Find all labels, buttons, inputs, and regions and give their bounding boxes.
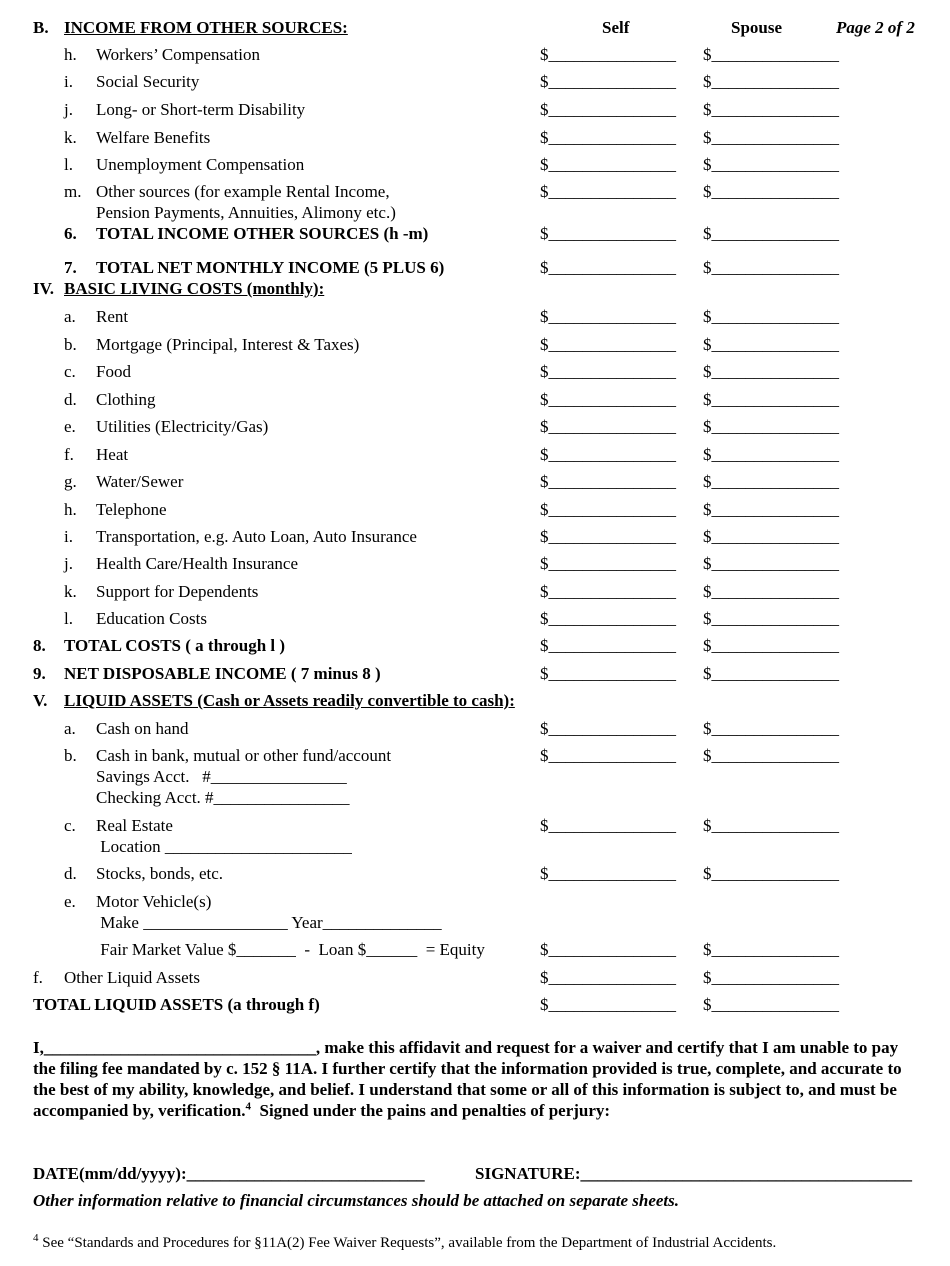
item-letter: j. xyxy=(64,554,73,573)
item-label-line2: Pension Payments, Annuities, Alimony etc.) xyxy=(96,203,396,222)
spouse-amount-field[interactable]: $_______________ xyxy=(703,100,839,119)
total-label: TOTAL COSTS ( a through l ) xyxy=(64,636,286,655)
item-letter: l. xyxy=(64,155,73,174)
total-label: TOTAL NET MONTHLY INCOME (5 PLUS 6) xyxy=(96,258,445,277)
spouse-amount-field[interactable]: $_______________ xyxy=(703,45,839,64)
cost-item-row xyxy=(0,608,950,629)
affidavit-text-end: Signed under the pains and penalties of perjury: xyxy=(250,1101,611,1120)
spouse-amount-field[interactable]: $_______________ xyxy=(703,155,839,174)
item-label: Cash on hand xyxy=(96,719,189,738)
section-iv-header xyxy=(0,278,950,299)
spouse-amount-field[interactable]: $_______________ xyxy=(703,182,839,201)
signature-field[interactable]: SIGNATURE:_______________________________________ xyxy=(475,1164,912,1183)
cost-item-row xyxy=(0,416,950,437)
cost-item-row xyxy=(0,389,950,410)
spouse-amount-field[interactable]: $_______________ xyxy=(703,335,839,354)
spouse-amount-field[interactable]: $_______________ xyxy=(703,307,839,326)
item-label: Workers’ Compensation xyxy=(96,45,261,64)
self-amount-field[interactable]: $_______________ xyxy=(540,100,676,119)
income-item-row xyxy=(0,127,950,148)
spouse-amount-field[interactable]: $_______________ xyxy=(703,609,839,628)
item-letter: f. xyxy=(64,445,74,464)
self-amount-field[interactable]: $_______________ xyxy=(540,609,676,628)
item-letter: h. xyxy=(64,45,77,64)
self-amount-field[interactable]: $_______________ xyxy=(540,664,676,683)
item-label: Rent xyxy=(96,307,129,326)
item-letter: d. xyxy=(64,864,77,883)
cost-item-row xyxy=(0,499,950,520)
spouse-amount-field[interactable]: $_______________ xyxy=(703,664,839,683)
self-amount-field[interactable]: $_______________ xyxy=(540,719,676,738)
total-label: NET DISPOSABLE INCOME ( 7 minus 8 ) xyxy=(64,664,381,683)
self-amount-field[interactable]: $_______________ xyxy=(540,746,676,765)
self-amount-field[interactable]: $_______________ xyxy=(540,864,676,883)
self-amount-field[interactable]: $_______________ xyxy=(540,995,676,1014)
self-amount-field[interactable]: $_______________ xyxy=(540,224,676,243)
item-letter: a. xyxy=(64,307,76,326)
asset-row xyxy=(0,891,950,912)
total-number: 7. xyxy=(64,258,77,277)
item-label: Cash in bank, mutual or other fund/account xyxy=(96,746,392,765)
item-letter: e. xyxy=(64,892,76,911)
item-letter: j. xyxy=(64,100,73,119)
footnote-marker: 4 xyxy=(33,1232,39,1244)
item-letter: i. xyxy=(64,527,73,546)
spouse-amount-field[interactable]: $_______________ xyxy=(703,417,839,436)
spouse-amount-field[interactable]: $_______________ xyxy=(703,636,839,655)
self-amount-field[interactable]: $_______________ xyxy=(540,445,676,464)
cost-item-row xyxy=(0,553,950,574)
spouse-amount-field[interactable]: $_______________ xyxy=(703,582,839,601)
vehicle-make-year-field[interactable]: Make _________________ Year______________ xyxy=(96,913,442,932)
total-number: 8. xyxy=(33,636,46,655)
asset-row xyxy=(0,815,950,836)
asset-row xyxy=(0,745,950,766)
cost-item-row xyxy=(0,471,950,492)
cost-item-row xyxy=(0,361,950,382)
income-item-continuation xyxy=(0,202,950,223)
asset-row xyxy=(0,863,950,884)
item-label: Education Costs xyxy=(96,609,207,628)
column-header-self: Self xyxy=(602,18,630,37)
item-letter: h. xyxy=(64,500,77,519)
item-label: Heat xyxy=(96,445,129,464)
spouse-amount-field[interactable]: $_______________ xyxy=(703,940,839,959)
item-label: Telephone xyxy=(96,500,167,519)
item-letter: g. xyxy=(64,472,77,491)
asset-row xyxy=(0,967,950,988)
item-label: Real Estate xyxy=(96,816,173,835)
date-field[interactable]: DATE(mm/dd/yyyy):____________________________ xyxy=(33,1164,425,1183)
self-amount-field[interactable]: $_______________ xyxy=(540,472,676,491)
self-amount-field[interactable]: $_______________ xyxy=(540,582,676,601)
spouse-amount-field[interactable]: $_______________ xyxy=(703,362,839,381)
cost-item-row xyxy=(0,444,950,465)
item-letter: a. xyxy=(64,719,76,738)
checking-account-row xyxy=(0,787,950,808)
self-amount-field[interactable]: $_______________ xyxy=(540,816,676,835)
total-net-income-row xyxy=(0,257,950,278)
item-letter: f. xyxy=(33,968,43,987)
savings-account-row xyxy=(0,766,950,787)
income-item-row xyxy=(0,71,950,92)
section-number: V. xyxy=(33,691,48,710)
spouse-amount-field[interactable]: $_______________ xyxy=(703,500,839,519)
cost-item-row xyxy=(0,306,950,327)
spouse-amount-field[interactable]: $_______________ xyxy=(703,445,839,464)
section-b-header xyxy=(0,17,950,38)
spouse-amount-field[interactable]: $_______________ xyxy=(703,390,839,409)
item-letter: b. xyxy=(64,746,77,765)
item-letter: m. xyxy=(64,182,82,201)
item-label: Long- or Short-term Disability xyxy=(96,100,306,119)
footnote-reference: 4 xyxy=(245,1100,251,1113)
item-label: Water/Sewer xyxy=(96,472,184,491)
income-item-row xyxy=(0,154,950,175)
item-label: Utilities (Electricity/Gas) xyxy=(96,417,269,436)
item-letter: k. xyxy=(64,128,77,147)
cost-item-row xyxy=(0,526,950,547)
vehicle-equity-row xyxy=(0,939,950,960)
self-amount-field[interactable]: $_______________ xyxy=(540,155,676,174)
section-v-header xyxy=(0,690,950,711)
total-label: TOTAL LIQUID ASSETS (a through f) xyxy=(33,995,320,1014)
location-row xyxy=(0,836,950,857)
item-label: Social Security xyxy=(96,72,200,91)
item-label: Other Liquid Assets xyxy=(64,968,200,987)
self-amount-field[interactable]: $_______________ xyxy=(540,307,676,326)
self-amount-field[interactable]: $_______________ xyxy=(540,940,676,959)
footnote xyxy=(33,1233,776,1254)
savings-account-field[interactable]: Savings Acct. #________________ xyxy=(96,767,347,786)
item-letter: i. xyxy=(64,72,73,91)
vehicle-make-year-row xyxy=(0,912,950,933)
item-label: Stocks, bonds, etc. xyxy=(96,864,224,883)
spouse-amount-field[interactable]: $_______________ xyxy=(703,527,839,546)
footnote-text: See “Standards and Procedures for §11A(2) Fee Waiver Requests”, available from the Department of Industrial Accidents. xyxy=(38,1235,777,1251)
spouse-amount-field[interactable]: $_______________ xyxy=(703,554,839,573)
item-label: Unemployment Compensation xyxy=(96,155,305,174)
self-amount-field[interactable]: $_______________ xyxy=(540,72,676,91)
section-number: B. xyxy=(33,18,49,37)
income-item-row xyxy=(0,44,950,65)
total-liquid-assets-row xyxy=(0,994,950,1015)
self-amount-field[interactable]: $_______________ xyxy=(540,636,676,655)
item-letter: c. xyxy=(64,362,76,381)
spouse-amount-field[interactable]: $_______________ xyxy=(703,128,839,147)
item-letter: b. xyxy=(64,335,77,354)
spouse-amount-field[interactable]: $_______________ xyxy=(703,816,839,835)
item-letter: l. xyxy=(64,609,73,628)
item-label: Mortgage (Principal, Interest & Taxes) xyxy=(96,335,360,354)
self-amount-field[interactable]: $_______________ xyxy=(540,968,676,987)
total-number: 6. xyxy=(64,224,77,243)
item-label: Other sources (for example Rental Income, xyxy=(96,182,390,201)
item-letter: c. xyxy=(64,816,76,835)
total-label: TOTAL INCOME OTHER SOURCES (h -m) xyxy=(96,224,429,243)
income-item-row xyxy=(0,181,950,202)
spouse-amount-field[interactable]: $_______________ xyxy=(703,864,839,883)
section-title: INCOME FROM OTHER SOURCES: xyxy=(64,18,348,37)
spouse-amount-field[interactable]: $_______________ xyxy=(703,224,839,243)
self-amount-field[interactable]: $_______________ xyxy=(540,390,676,409)
item-label: Support for Dependents xyxy=(96,582,259,601)
other-info-note: Other information relative to financial circumstances should be attached on separate sheets. xyxy=(33,1191,680,1210)
self-amount-field[interactable]: $_______________ xyxy=(540,500,676,519)
self-amount-field[interactable]: $_______________ xyxy=(540,45,676,64)
self-amount-field[interactable]: $_______________ xyxy=(540,362,676,381)
item-label: Clothing xyxy=(96,390,156,409)
item-label: Transportation, e.g. Auto Loan, Auto Insurance xyxy=(96,527,417,546)
section-title: BASIC LIVING COSTS (monthly): xyxy=(64,279,325,298)
location-field[interactable]: Location ______________________ xyxy=(96,837,352,856)
item-letter: k. xyxy=(64,582,77,601)
total-other-sources-row xyxy=(0,223,950,244)
spouse-amount-field[interactable]: $_______________ xyxy=(703,258,839,277)
item-label: Health Care/Health Insurance xyxy=(96,554,299,573)
spouse-amount-field[interactable]: $_______________ xyxy=(703,719,839,738)
spouse-amount-field[interactable]: $_______________ xyxy=(703,472,839,491)
spouse-amount-field[interactable]: $_______________ xyxy=(703,746,839,765)
vehicle-equity-field[interactable]: Fair Market Value $_______ - Loan $______ = Equity xyxy=(96,940,485,959)
self-amount-field[interactable]: $_______________ xyxy=(540,417,676,436)
income-item-row xyxy=(0,99,950,120)
self-amount-field[interactable]: $_______________ xyxy=(540,554,676,573)
net-disposable-row xyxy=(0,663,950,684)
section-number: IV. xyxy=(33,279,54,298)
spouse-amount-field[interactable]: $_______________ xyxy=(703,995,839,1014)
self-amount-field[interactable]: $_______________ xyxy=(540,527,676,546)
cost-item-row xyxy=(0,581,950,602)
item-letter: e. xyxy=(64,417,76,436)
total-costs-row xyxy=(0,635,950,656)
date-signature-row xyxy=(0,1163,950,1184)
self-amount-field[interactable]: $_______________ xyxy=(540,182,676,201)
asset-row xyxy=(0,718,950,739)
self-amount-field[interactable]: $_______________ xyxy=(540,128,676,147)
cost-item-row xyxy=(0,334,950,355)
item-letter: d. xyxy=(64,390,77,409)
self-amount-field[interactable]: $_______________ xyxy=(540,335,676,354)
total-number: 9. xyxy=(33,664,46,683)
item-label: Welfare Benefits xyxy=(96,128,211,147)
affidavit-text: I,________________________________, make this affidavit and request for a waiver and certify that I am unable to pay the filing fee mandated by c. 152 § 11A. I further certify that the information provided is true, complete, and accurate to the best of my ability, knowledge, and belief. I understand that some or all of this information is subject to, and must be accompanied by, verification. xyxy=(33,1038,902,1120)
item-label: Motor Vehicle(s) xyxy=(96,892,212,911)
column-header-spouse: Spouse xyxy=(731,18,783,37)
section-title: LIQUID ASSETS (Cash or Assets readily convertible to cash): xyxy=(64,691,515,710)
checking-account-field[interactable]: Checking Acct. #________________ xyxy=(96,788,350,807)
self-amount-field[interactable]: $_______________ xyxy=(540,258,676,277)
spouse-amount-field[interactable]: $_______________ xyxy=(703,968,839,987)
item-label: Food xyxy=(96,362,131,381)
spouse-amount-field[interactable]: $_______________ xyxy=(703,72,839,91)
page-number: Page 2 of 2 xyxy=(836,18,915,37)
affidavit-paragraph xyxy=(33,1037,918,1121)
